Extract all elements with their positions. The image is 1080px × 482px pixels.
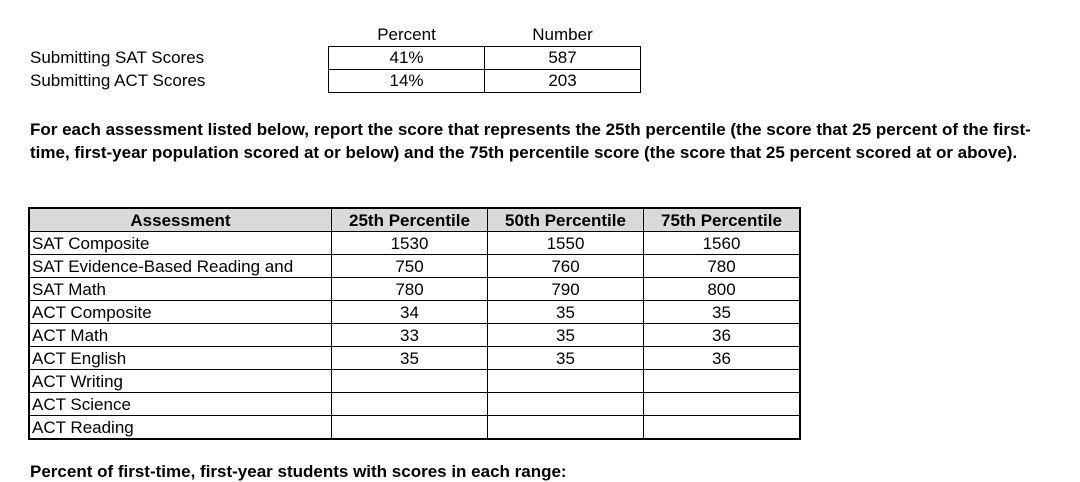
p50-column-header: 50th Percentile xyxy=(488,208,644,232)
assessment-name: ACT Science xyxy=(29,393,332,416)
table-row xyxy=(29,278,800,301)
p75-value: 780 xyxy=(644,255,801,278)
p50-value xyxy=(488,416,644,440)
assessment-name: ACT English xyxy=(29,347,332,370)
p50-value: 35 xyxy=(488,324,644,347)
percent-column-header: Percent xyxy=(377,25,436,44)
p50-value: 1550 xyxy=(488,232,644,255)
table-row xyxy=(29,232,800,255)
assessment-name: ACT Writing xyxy=(29,370,332,393)
p25-value xyxy=(332,416,488,440)
assessment-name: SAT Evidence-Based Reading and xyxy=(29,255,332,278)
assessment-name: ACT Composite xyxy=(29,301,332,324)
submission-header-blank xyxy=(30,24,329,47)
p75-value: 35 xyxy=(644,301,801,324)
table-row xyxy=(29,324,800,347)
submission-number: 203 xyxy=(485,70,641,93)
table-row xyxy=(29,416,800,440)
assessment-table xyxy=(28,207,801,440)
submission-row-act xyxy=(30,70,641,93)
submission-percent: 14% xyxy=(329,70,485,93)
p25-value: 780 xyxy=(332,278,488,301)
p25-value xyxy=(332,393,488,416)
p75-value xyxy=(644,393,801,416)
p75-value xyxy=(644,370,801,393)
p50-value xyxy=(488,393,644,416)
p50-value xyxy=(488,370,644,393)
p25-value: 35 xyxy=(332,347,488,370)
assessment-column-header: Assessment xyxy=(29,208,332,232)
instructions-text: For each assessment listed below, report the score that represents the 25th percentile (the score that 25 percent of the first-time, first-year population scored at or below) and the 75th percentile score (the score that 25 percent scored at or above). xyxy=(30,120,1031,162)
submission-label: Submitting ACT Scores xyxy=(30,71,206,90)
assessment-name: ACT Math xyxy=(29,324,332,347)
assessment-name: SAT Math xyxy=(29,278,332,301)
submission-number: 587 xyxy=(485,47,641,70)
assessment-name: ACT Reading xyxy=(29,416,332,440)
p25-column-header: 25th Percentile xyxy=(332,208,488,232)
p75-value: 1560 xyxy=(644,232,801,255)
p25-value xyxy=(332,370,488,393)
footer-heading: Percent of first-time, first-year students with scores in each range: xyxy=(30,462,567,481)
submission-percent: 41% xyxy=(329,47,485,70)
table-row xyxy=(29,301,800,324)
p75-column-header: 75th Percentile xyxy=(644,208,801,232)
table-row xyxy=(29,370,800,393)
p50-value: 35 xyxy=(488,347,644,370)
p75-value: 800 xyxy=(644,278,801,301)
table-row xyxy=(29,393,800,416)
p75-value xyxy=(644,416,801,440)
p25-value: 34 xyxy=(332,301,488,324)
p50-value: 760 xyxy=(488,255,644,278)
number-column-header: Number xyxy=(532,25,593,44)
assessment-header-row xyxy=(29,208,800,232)
assessment-name: SAT Composite xyxy=(29,232,332,255)
p50-value: 35 xyxy=(488,301,644,324)
p25-value: 1530 xyxy=(332,232,488,255)
p50-value: 790 xyxy=(488,278,644,301)
table-row xyxy=(29,347,800,370)
p75-value: 36 xyxy=(644,324,801,347)
submission-row-sat xyxy=(30,47,641,70)
p25-value: 33 xyxy=(332,324,488,347)
submission-label: Submitting SAT Scores xyxy=(30,48,205,67)
table-row xyxy=(29,255,800,278)
submission-table xyxy=(30,24,641,93)
submission-header-row xyxy=(30,24,641,47)
p75-value: 36 xyxy=(644,347,801,370)
p25-value: 750 xyxy=(332,255,488,278)
